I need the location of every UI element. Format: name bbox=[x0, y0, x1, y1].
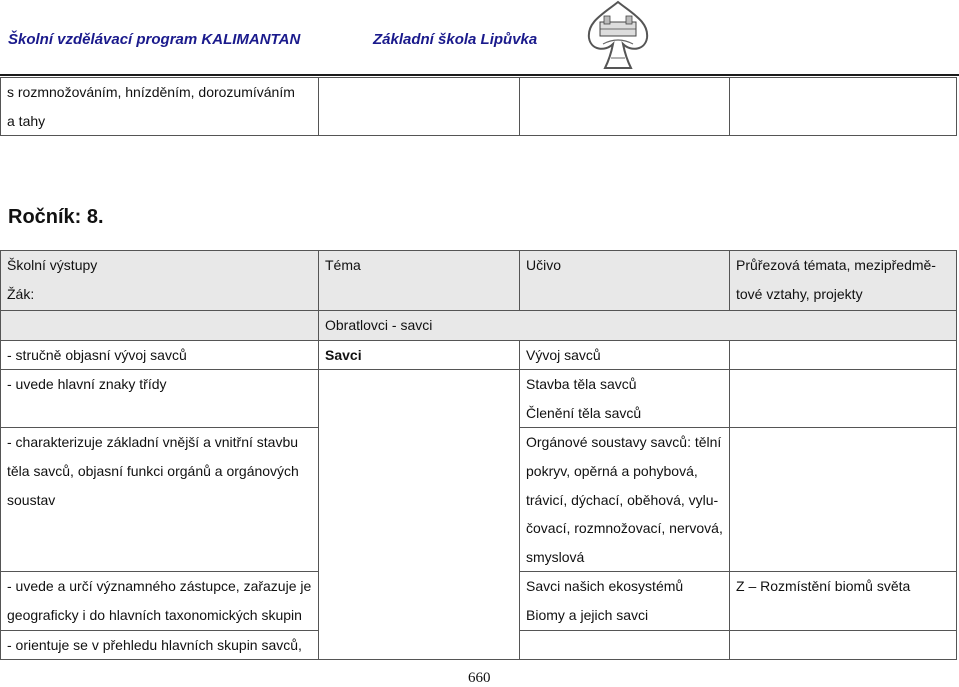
outcome-cell bbox=[1, 370, 319, 428]
content-cell bbox=[520, 428, 730, 572]
text-line: s rozmnožováním, hnízděním, dorozumíváním bbox=[7, 84, 295, 100]
section-row bbox=[1, 311, 957, 341]
header-label: Žák: bbox=[7, 285, 35, 302]
text-line: Z – Rozmístění biomů světa bbox=[736, 578, 911, 595]
topic-cell bbox=[319, 340, 520, 370]
crosscurricular-cell bbox=[730, 630, 957, 660]
text-line: Biomy a jejich savci bbox=[526, 606, 649, 623]
outcome-cell bbox=[1, 572, 319, 630]
content-cell bbox=[520, 340, 730, 370]
curriculum-table bbox=[0, 250, 957, 660]
text-line: Vývoj savců bbox=[526, 346, 601, 363]
topic-cell bbox=[319, 428, 520, 572]
header-label: Školní výstupy bbox=[7, 257, 98, 273]
outcome-cell bbox=[1, 340, 319, 370]
header-crosscurricular bbox=[730, 251, 957, 311]
crosscurricular-cell bbox=[730, 572, 957, 630]
text-line: pokryv, opěrná a pohybová, bbox=[526, 462, 698, 479]
topic-cell bbox=[319, 630, 520, 660]
page-header bbox=[0, 0, 959, 70]
table-row bbox=[1, 572, 957, 630]
page-number: 660 bbox=[468, 670, 491, 686]
table-row bbox=[1, 340, 957, 370]
content-cell bbox=[520, 370, 730, 428]
program-title: Školní vzdělávací program KALIMANTAN bbox=[8, 31, 301, 48]
table-header-row bbox=[1, 251, 957, 311]
grade-heading: Ročník: 8. bbox=[8, 206, 104, 228]
text-line: - orientuje se v přehledu hlavních skupin savců, bbox=[7, 636, 302, 653]
text-line: těla savců, objasní funkci orgánů a orgánových bbox=[7, 462, 299, 479]
crosscurricular-cell bbox=[730, 428, 957, 572]
topic-cell bbox=[319, 370, 520, 428]
outcome-cell bbox=[1, 428, 319, 572]
text-line: Členění těla savců bbox=[526, 404, 642, 421]
crosscurricular-cell bbox=[730, 340, 957, 370]
header-content bbox=[520, 251, 730, 311]
previous-table-continuation bbox=[0, 77, 957, 136]
content-cell bbox=[520, 630, 730, 660]
text-line: a tahy bbox=[7, 112, 46, 129]
school-logo-icon bbox=[583, 0, 653, 72]
text-line: Stavba těla savců bbox=[526, 376, 637, 393]
crosscurricular-cell bbox=[730, 78, 957, 136]
text-line: čovací, rozmnožovací, nervová, bbox=[526, 520, 723, 537]
header-topic bbox=[319, 251, 520, 311]
text-line: soustav bbox=[7, 491, 56, 508]
table-row bbox=[1, 370, 957, 428]
text-line: smyslová bbox=[526, 548, 585, 565]
outcome-cell bbox=[1, 630, 319, 660]
table-row bbox=[1, 630, 957, 660]
text-line: - charakterizuje základní vnější a vnitřní stavbu bbox=[7, 434, 299, 451]
text-line: Savci bbox=[325, 346, 362, 363]
topic-cell bbox=[319, 78, 520, 136]
topic-cell bbox=[319, 572, 520, 630]
text-line: Orgánové soustavy savců: tělní bbox=[526, 434, 722, 451]
header-label: Učivo bbox=[526, 257, 562, 273]
header-divider bbox=[0, 74, 959, 76]
header-label: Průřezová témata, mezipředmě- bbox=[736, 257, 936, 273]
outcomes-cell bbox=[1, 78, 319, 136]
header-outcomes bbox=[1, 251, 319, 311]
content-cell bbox=[520, 572, 730, 630]
header-label: tové vztahy, projekty bbox=[736, 285, 863, 302]
text-line: - uvede a určí významného zástupce, zařazuje je bbox=[7, 578, 312, 595]
section-title-text: Obratlovci - savci bbox=[325, 317, 433, 333]
school-name: Základní škola Lipůvka bbox=[373, 31, 538, 48]
content-cell bbox=[520, 78, 730, 136]
section-title bbox=[319, 311, 957, 341]
header-label: Téma bbox=[325, 257, 361, 273]
text-line: Savci našich ekosystémů bbox=[526, 578, 684, 595]
table-row bbox=[1, 428, 957, 572]
section-empty-cell bbox=[1, 311, 319, 341]
text-line: - stručně objasní vývoj savců bbox=[7, 346, 187, 363]
text-line: - uvede hlavní znaky třídy bbox=[7, 376, 167, 393]
text-line: trávicí, dýchací, oběhová, vylu- bbox=[526, 491, 719, 508]
text-line: geograficky i do hlavních taxonomických skupin bbox=[7, 606, 302, 623]
crosscurricular-cell bbox=[730, 370, 957, 428]
